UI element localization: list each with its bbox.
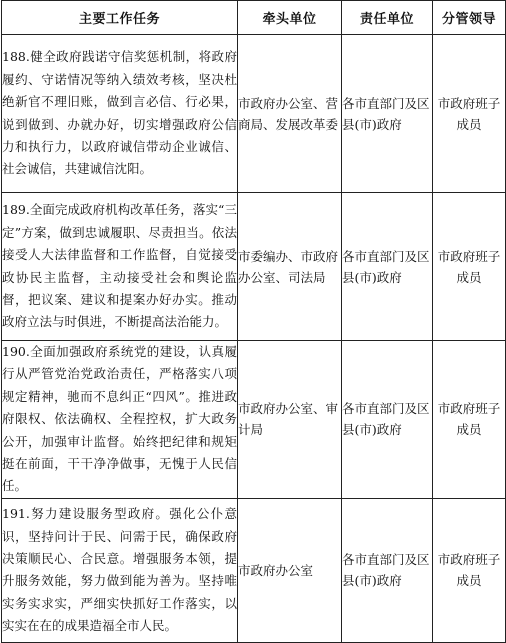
header-responsible-unit: 责任单位: [342, 1, 433, 35]
table-row: [2, 193, 506, 341]
leader-cell: 市政府班子成员: [433, 193, 506, 341]
header-lead-unit: 牵头单位: [238, 1, 342, 35]
task-cell: 191.努力建设服务型政府。强化公仆意识，坚持问计于民、问需于民，确保政府决策顺民心、合民意。增强服务本领，提升服务效能，努力做到能为善为。坚持唯实务实求实，严细实快抓好工作落实，以实实在在的成果造福全市人民。: [2, 498, 238, 642]
responsible-unit-cell: 各市直部门及区县(市)政府: [342, 341, 433, 499]
responsible-unit-cell: 各市直部门及区县(市)政府: [342, 498, 433, 642]
task-cell: 190.全面加强政府系统党的建设，认真履行从严管党治党政治责任，严格落实八项规定精神，驰而不息纠正“四风”。推进政府限权、依法确权、全程控权，扩大政务公开，加强审计监督。始终把纪律和规矩挺在前面，干干净净做事，无愧于人民信任。: [2, 341, 238, 499]
task-table: [1, 0, 506, 643]
table-row: [2, 35, 506, 193]
task-cell: 189.全面完成政府机构改革任务，落实“三定”方案，做到忠诚履职、尽责担当。依法接受人大法律监督和工作监督，自觉接受政协民主监督，主动接受社会和舆论监督，把议案、建议和提案办好办实。推动政府立法与时俱进，不断提高法治能力。: [2, 193, 238, 341]
lead-unit-cell: 市政府办公室、审计局: [238, 341, 342, 499]
lead-unit-cell: 市政府办公室、营商局、发展改革委: [238, 35, 342, 193]
lead-unit-cell: 市委编办、市政府办公室、司法局: [238, 193, 342, 341]
responsible-unit-cell: 各市直部门及区县(市)政府: [342, 193, 433, 341]
leader-cell: 市政府班子成员: [433, 341, 506, 499]
table-header-row: [2, 1, 506, 35]
leader-cell: 市政府班子成员: [433, 35, 506, 193]
table-row: [2, 498, 506, 642]
responsible-unit-cell: 各市直部门及区县(市)政府: [342, 35, 433, 193]
header-task: 主要工作任务: [2, 1, 238, 35]
header-leader: 分管领导: [433, 1, 506, 35]
lead-unit-cell: 市政府办公室: [238, 498, 342, 642]
task-cell: 188.健全政府践诺守信奖惩机制，将政府履约、守诺情况等纳入绩效考核，坚决杜绝新官不理旧账，做到言必信、行必果，说到做到、办就办好，切实增强政府公信力和执行力，以政府诚信带动企业诚信、社会诚信，共建诚信沈阳。: [2, 35, 238, 193]
leader-cell: 市政府班子成员: [433, 498, 506, 642]
table-row: [2, 341, 506, 499]
